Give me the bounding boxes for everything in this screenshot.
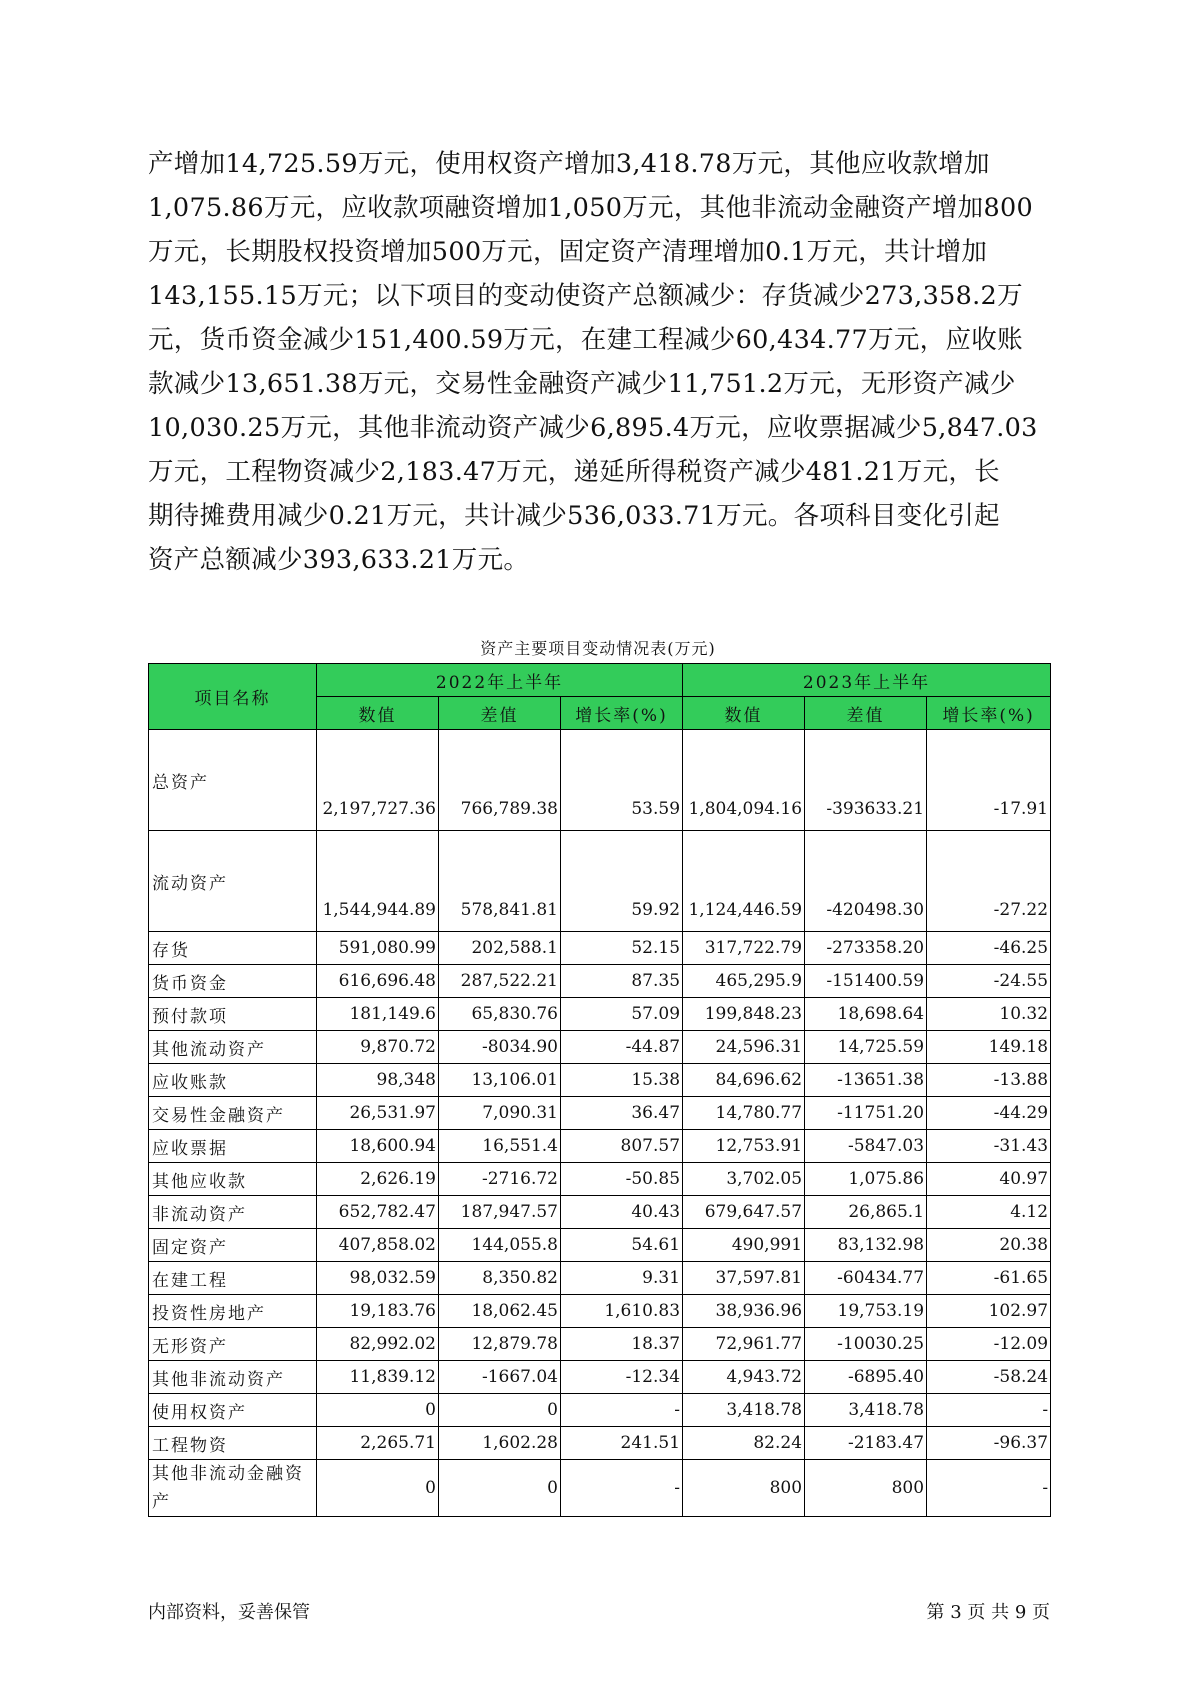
diff-2023: -2183.47 bbox=[805, 1427, 927, 1460]
value-2022: 407,858.02 bbox=[317, 1229, 439, 1262]
value-2022: 2,265.71 bbox=[317, 1427, 439, 1460]
diff-2022: 287,522.21 bbox=[439, 965, 561, 998]
growth-2022: -50.85 bbox=[561, 1163, 683, 1196]
diff-2022: -1667.04 bbox=[439, 1361, 561, 1394]
diff-2022: 13,106.01 bbox=[439, 1064, 561, 1097]
diff-2023: 18,698.64 bbox=[805, 998, 927, 1031]
growth-2022: -44.87 bbox=[561, 1031, 683, 1064]
table-row bbox=[149, 1196, 1051, 1229]
growth-2022: 52.15 bbox=[561, 932, 683, 965]
paragraph-line: 款减少13,651.38万元，交易性金融资产减少11,751.2万元，无形资产减少 bbox=[148, 369, 1016, 399]
diff-2022: 1,602.28 bbox=[439, 1427, 561, 1460]
value-2022: 591,080.99 bbox=[317, 932, 439, 965]
diff-2022: 8,350.82 bbox=[439, 1262, 561, 1295]
growth-2023: -61.65 bbox=[927, 1262, 1051, 1295]
value-2023: 199,848.23 bbox=[683, 998, 805, 1031]
diff-2023: 83,132.98 bbox=[805, 1229, 927, 1262]
table-row bbox=[149, 1295, 1051, 1328]
table-row bbox=[149, 1031, 1051, 1064]
table-row bbox=[149, 1427, 1051, 1460]
table-row bbox=[149, 965, 1051, 998]
diff-2023: -11751.20 bbox=[805, 1097, 927, 1130]
value-2023: 465,295.9 bbox=[683, 965, 805, 998]
table-row bbox=[149, 1328, 1051, 1361]
growth-2023: 102.97 bbox=[927, 1295, 1051, 1328]
row-name: 固定资产 bbox=[149, 1229, 317, 1262]
row-name: 预付款项 bbox=[149, 998, 317, 1031]
footer-page-number: 第 3 页 共 9 页 bbox=[926, 1602, 1050, 1623]
row-name: 交易性金融资产 bbox=[149, 1097, 317, 1130]
growth-2022: -12.34 bbox=[561, 1361, 683, 1394]
table-row bbox=[149, 831, 1051, 932]
value-2022: 18,600.94 bbox=[317, 1130, 439, 1163]
value-2023: 800 bbox=[683, 1460, 805, 1517]
diff-2023: 800 bbox=[805, 1460, 927, 1517]
growth-2023: -17.91 bbox=[927, 730, 1051, 831]
header-value-2023: 数值 bbox=[683, 697, 805, 730]
growth-2022: - bbox=[561, 1394, 683, 1427]
diff-2022: -8034.90 bbox=[439, 1031, 561, 1064]
growth-2023: -27.22 bbox=[927, 831, 1051, 932]
diff-2023: -10030.25 bbox=[805, 1328, 927, 1361]
diff-2022: 202,588.1 bbox=[439, 932, 561, 965]
value-2023: 24,596.31 bbox=[683, 1031, 805, 1064]
growth-2022: 18.37 bbox=[561, 1328, 683, 1361]
growth-2022: 1,610.83 bbox=[561, 1295, 683, 1328]
paragraph-line: 元，货币资金减少151,400.59万元，在建工程减少60,434.77万元，应收账 bbox=[148, 325, 1023, 355]
table-row bbox=[149, 730, 1051, 831]
header-group-2023: 2023年上半年 bbox=[683, 664, 1051, 697]
value-2022: 2,197,727.36 bbox=[317, 730, 439, 831]
table-row bbox=[149, 1163, 1051, 1196]
row-name: 应收票据 bbox=[149, 1130, 317, 1163]
diff-2023: -420498.30 bbox=[805, 831, 927, 932]
header-item-name: 项目名称 bbox=[149, 664, 317, 730]
diff-2022: 578,841.81 bbox=[439, 831, 561, 932]
paragraph-line: 期待摊费用减少0.21万元，共计减少536,033.71万元。各项科目变化引起 bbox=[148, 501, 1000, 531]
footer-confidential-note: 内部资料，妥善保管 bbox=[148, 1602, 310, 1623]
table-row bbox=[149, 1130, 1051, 1163]
row-name: 其他非流动金融资产 bbox=[149, 1460, 317, 1517]
growth-2023: -96.37 bbox=[927, 1427, 1051, 1460]
value-2023: 3,702.05 bbox=[683, 1163, 805, 1196]
diff-2023: -13651.38 bbox=[805, 1064, 927, 1097]
header-growth-2022: 增长率(%) bbox=[561, 697, 683, 730]
growth-2022: 57.09 bbox=[561, 998, 683, 1031]
growth-2023: -31.43 bbox=[927, 1130, 1051, 1163]
table-row bbox=[149, 1460, 1051, 1517]
growth-2023: -24.55 bbox=[927, 965, 1051, 998]
table-row bbox=[149, 998, 1051, 1031]
growth-2022: 53.59 bbox=[561, 730, 683, 831]
header-growth-2023: 增长率(%) bbox=[927, 697, 1051, 730]
diff-2022: 65,830.76 bbox=[439, 998, 561, 1031]
growth-2023: - bbox=[927, 1394, 1051, 1427]
value-2022: 0 bbox=[317, 1460, 439, 1517]
value-2022: 98,032.59 bbox=[317, 1262, 439, 1295]
value-2023: 82.24 bbox=[683, 1427, 805, 1460]
value-2023: 4,943.72 bbox=[683, 1361, 805, 1394]
growth-2022: 87.35 bbox=[561, 965, 683, 998]
growth-2022: 36.47 bbox=[561, 1097, 683, 1130]
diff-2023: -393633.21 bbox=[805, 730, 927, 831]
value-2022: 11,839.12 bbox=[317, 1361, 439, 1394]
growth-2022: 241.51 bbox=[561, 1427, 683, 1460]
value-2022: 98,348 bbox=[317, 1064, 439, 1097]
diff-2023: -60434.77 bbox=[805, 1262, 927, 1295]
row-name: 流动资产 bbox=[149, 831, 317, 932]
growth-2023: 149.18 bbox=[927, 1031, 1051, 1064]
paragraph-line: 资产总额减少393,633.21万元。 bbox=[148, 545, 530, 575]
diff-2023: 1,075.86 bbox=[805, 1163, 927, 1196]
growth-2023: 4.12 bbox=[927, 1196, 1051, 1229]
growth-2022: 40.43 bbox=[561, 1196, 683, 1229]
body-paragraph bbox=[148, 142, 1048, 582]
header-diff-2023: 差值 bbox=[805, 697, 927, 730]
value-2022: 9,870.72 bbox=[317, 1031, 439, 1064]
value-2023: 38,936.96 bbox=[683, 1295, 805, 1328]
value-2022: 19,183.76 bbox=[317, 1295, 439, 1328]
table-row bbox=[149, 1097, 1051, 1130]
diff-2022: 12,879.78 bbox=[439, 1328, 561, 1361]
diff-2022: 187,947.57 bbox=[439, 1196, 561, 1229]
asset-change-table bbox=[148, 663, 1051, 1517]
table-row bbox=[149, 1361, 1051, 1394]
growth-2023: 10.32 bbox=[927, 998, 1051, 1031]
table-row bbox=[149, 1262, 1051, 1295]
value-2022: 1,544,944.89 bbox=[317, 831, 439, 932]
row-name: 总资产 bbox=[149, 730, 317, 831]
paragraph-line: 1,075.86万元，应收款项融资增加1,050万元，其他非流动金融资产增加800 bbox=[148, 193, 1034, 223]
value-2023: 12,753.91 bbox=[683, 1130, 805, 1163]
growth-2022: 9.31 bbox=[561, 1262, 683, 1295]
diff-2022: 18,062.45 bbox=[439, 1295, 561, 1328]
growth-2023: -44.29 bbox=[927, 1097, 1051, 1130]
value-2023: 490,991 bbox=[683, 1229, 805, 1262]
growth-2022: 807.57 bbox=[561, 1130, 683, 1163]
header-group-2022: 2022年上半年 bbox=[317, 664, 683, 697]
diff-2023: 3,418.78 bbox=[805, 1394, 927, 1427]
growth-2023: 40.97 bbox=[927, 1163, 1051, 1196]
diff-2023: -6895.40 bbox=[805, 1361, 927, 1394]
diff-2022: 16,551.4 bbox=[439, 1130, 561, 1163]
row-name: 货币资金 bbox=[149, 965, 317, 998]
value-2022: 26,531.97 bbox=[317, 1097, 439, 1130]
value-2023: 72,961.77 bbox=[683, 1328, 805, 1361]
diff-2023: 14,725.59 bbox=[805, 1031, 927, 1064]
value-2022: 2,626.19 bbox=[317, 1163, 439, 1196]
growth-2022: 54.61 bbox=[561, 1229, 683, 1262]
value-2023: 37,597.81 bbox=[683, 1262, 805, 1295]
row-name: 投资性房地产 bbox=[149, 1295, 317, 1328]
growth-2022: 59.92 bbox=[561, 831, 683, 932]
table-row bbox=[149, 1064, 1051, 1097]
growth-2023: -12.09 bbox=[927, 1328, 1051, 1361]
table-row bbox=[149, 1229, 1051, 1262]
header-value-2022: 数值 bbox=[317, 697, 439, 730]
growth-2023: 20.38 bbox=[927, 1229, 1051, 1262]
value-2023: 679,647.57 bbox=[683, 1196, 805, 1229]
table-row bbox=[149, 932, 1051, 965]
value-2023: 84,696.62 bbox=[683, 1064, 805, 1097]
row-name: 使用权资产 bbox=[149, 1394, 317, 1427]
value-2023: 1,124,446.59 bbox=[683, 831, 805, 932]
row-name: 无形资产 bbox=[149, 1328, 317, 1361]
paragraph-line: 产增加14,725.59万元，使用权资产增加3,418.78万元，其他应收款增加 bbox=[148, 149, 990, 179]
growth-2023: -13.88 bbox=[927, 1064, 1051, 1097]
growth-2022: - bbox=[561, 1460, 683, 1517]
diff-2022: 144,055.8 bbox=[439, 1229, 561, 1262]
table-body bbox=[149, 730, 1051, 1517]
row-name: 其他应收款 bbox=[149, 1163, 317, 1196]
row-name: 应收账款 bbox=[149, 1064, 317, 1097]
row-name: 其他非流动资产 bbox=[149, 1361, 317, 1394]
table-caption: 资产主要项目变动情况表(万元) bbox=[480, 639, 716, 658]
paragraph-line: 万元，长期股权投资增加500万元，固定资产清理增加0.1万元，共计增加 bbox=[148, 237, 988, 267]
table-row bbox=[149, 1394, 1051, 1427]
diff-2023: 26,865.1 bbox=[805, 1196, 927, 1229]
row-name: 存货 bbox=[149, 932, 317, 965]
diff-2022: -2716.72 bbox=[439, 1163, 561, 1196]
paragraph-line: 万元，工程物资减少2,183.47万元，递延所得税资产减少481.21万元，长 bbox=[148, 457, 1000, 487]
paragraph-line: 10,030.25万元，其他非流动资产减少6,895.4万元，应收票据减少5,847.03 bbox=[148, 413, 1038, 443]
row-name: 工程物资 bbox=[149, 1427, 317, 1460]
header-diff-2022: 差值 bbox=[439, 697, 561, 730]
growth-2023: -46.25 bbox=[927, 932, 1051, 965]
diff-2022: 0 bbox=[439, 1460, 561, 1517]
paragraph-line: 143,155.15万元；以下项目的变动使资产总额减少：存货减少273,358.2万 bbox=[148, 281, 1023, 311]
value-2023: 317,722.79 bbox=[683, 932, 805, 965]
value-2023: 1,804,094.16 bbox=[683, 730, 805, 831]
diff-2023: -151400.59 bbox=[805, 965, 927, 998]
table-header-row bbox=[149, 664, 1051, 697]
value-2023: 14,780.77 bbox=[683, 1097, 805, 1130]
value-2022: 82,992.02 bbox=[317, 1328, 439, 1361]
diff-2023: 19,753.19 bbox=[805, 1295, 927, 1328]
diff-2023: -273358.20 bbox=[805, 932, 927, 965]
growth-2022: 15.38 bbox=[561, 1064, 683, 1097]
row-name: 其他流动资产 bbox=[149, 1031, 317, 1064]
value-2022: 0 bbox=[317, 1394, 439, 1427]
row-name: 非流动资产 bbox=[149, 1196, 317, 1229]
growth-2023: -58.24 bbox=[927, 1361, 1051, 1394]
value-2023: 3,418.78 bbox=[683, 1394, 805, 1427]
diff-2022: 7,090.31 bbox=[439, 1097, 561, 1130]
diff-2022: 0 bbox=[439, 1394, 561, 1427]
growth-2023: - bbox=[927, 1460, 1051, 1517]
diff-2023: -5847.03 bbox=[805, 1130, 927, 1163]
value-2022: 181,149.6 bbox=[317, 998, 439, 1031]
value-2022: 616,696.48 bbox=[317, 965, 439, 998]
row-name: 在建工程 bbox=[149, 1262, 317, 1295]
diff-2022: 766,789.38 bbox=[439, 730, 561, 831]
value-2022: 652,782.47 bbox=[317, 1196, 439, 1229]
